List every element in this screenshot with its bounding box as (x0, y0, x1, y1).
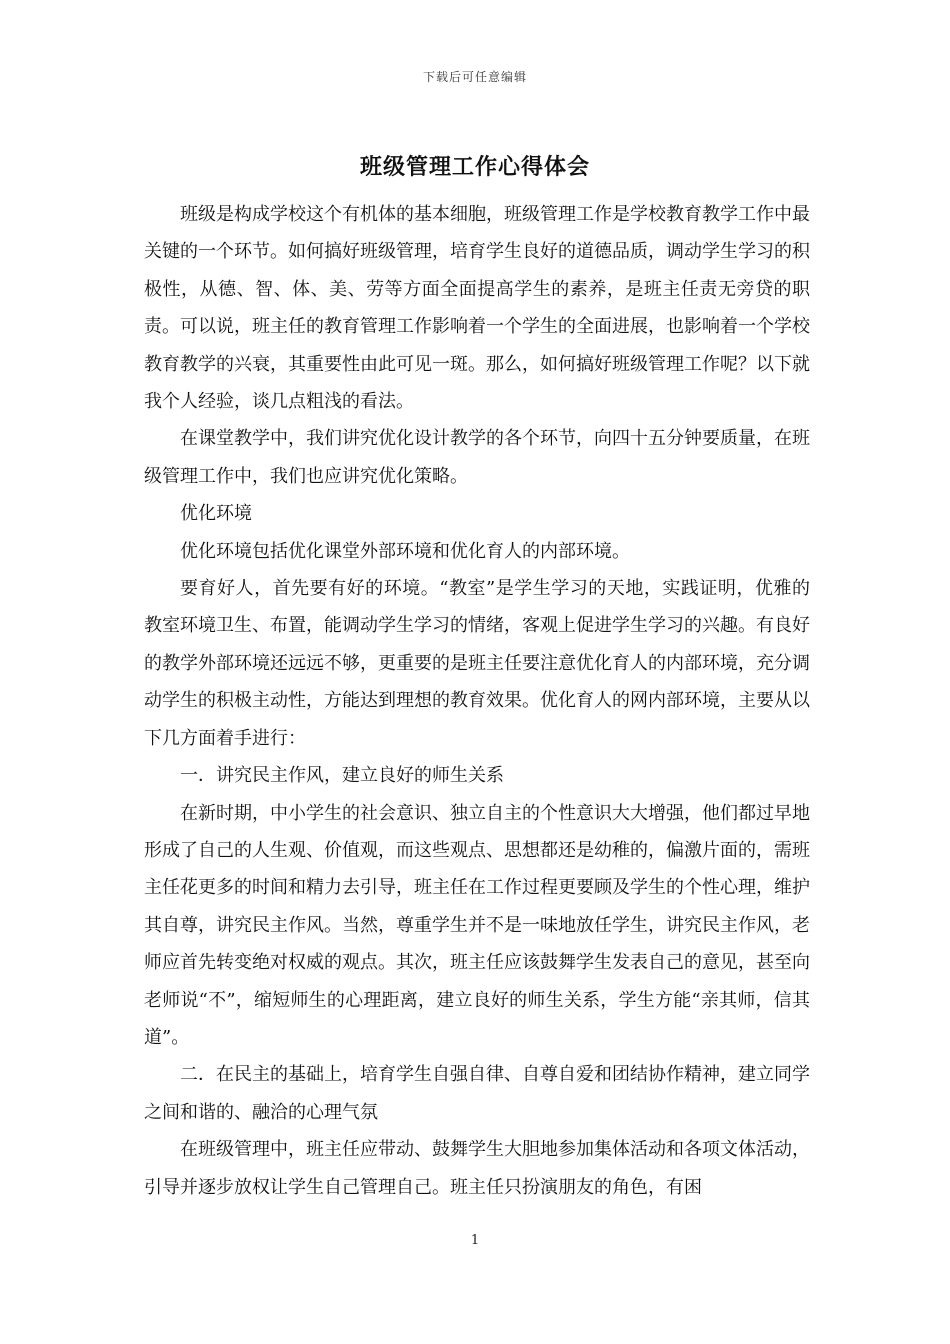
paragraph-environment-definition: 优化环境包括优化课堂外部环境和优化育人的内部环境。 (180, 540, 630, 562)
paragraph-intro: 班级是构成学校这个有机体的基本细胞，班级管理工作是学校教育教学工作中最关键的一个环节。如何搞好班级管理，培育学生良好的道德品质，调动学生学习的积极性，从德、智、体、美、劳等方面全面提高学生的素养，是班主任责无旁贷的职责。可以说，班主任的教育管理工作影响着一个学生的全面进展，也影响着一个学校教育教学的兴衰，其重要性由此可见一斑。那么，如何搞好班级管理工作呢？以下就我个人经验，谈几点粗浅的看法。 (144, 204, 810, 413)
paragraph-optimize-strategy: 在课堂教学中，我们讲究优化设计教学的各个环节，向四十五分钟要质量，在班级管理工作中，我们也应讲究优化策略。 (144, 428, 810, 487)
paragraph-new-era-students: 在新时期，中小学生的社会意识、独立自主的个性意识大大增强，他们都过早地形成了自己的人生观、价值观，而这些观点、思想都还是幼稚的，偏激片面的，需班主任花更多的时间和精力去引导，班主任在工作过程更要顾及学生的个性心理，维护其自尊，讲究民主作风。当然，尊重学生并不是一味地放任学生，讲究民主作风，老师应首先转变绝对权威的观点。其次，班主任应该鼓舞学生发表自己的意见，甚至向老师说“不”，缩短师生的心理距离，建立良好的师生关系，学生方能“亲其师，信其道”。 (144, 802, 810, 1048)
document-title: 班级管理工作心得体会 (359, 154, 590, 180)
header-note: 下载后可任意编辑 (422, 70, 527, 84)
document-body (144, 196, 810, 1206)
paragraph-good-environment: 要育好人，首先要有好的环境。“教室”是学生学习的天地，实践证明，优雅的教室环境卫生、布置，能调动学生学习的情绪，客观上促进学生学习的兴趣。有良好的教学外部环境还远远不够，更重要的是班主任要注意优化育人的内部环境，充分调动学生的积极主动性，方能达到理想的教育效果。优化育人的网内部环境，主要从以下几方面着手进行： (144, 578, 810, 749)
page-number: 1 (470, 1233, 480, 1248)
paragraph-class-management: 在班级管理中，班主任应带动、鼓舞学生大胆地参加集体活动和各项文体活动，引导并逐步放权让学生自己管理自己。班主任只扮演朋友的角色，有困 (144, 1139, 810, 1198)
subheading-democratic-style: 一．讲究民主作风，建立良好的师生关系 (180, 765, 504, 787)
section-heading-optimize-environment: 优化环境 (180, 503, 252, 525)
subheading-harmonious-atmosphere: 二．在民主的基础上，培育学生自强自律、自尊自爱和团结协作精神，建立同学之间和谐的、融洽的心理气氛 (144, 1064, 810, 1123)
